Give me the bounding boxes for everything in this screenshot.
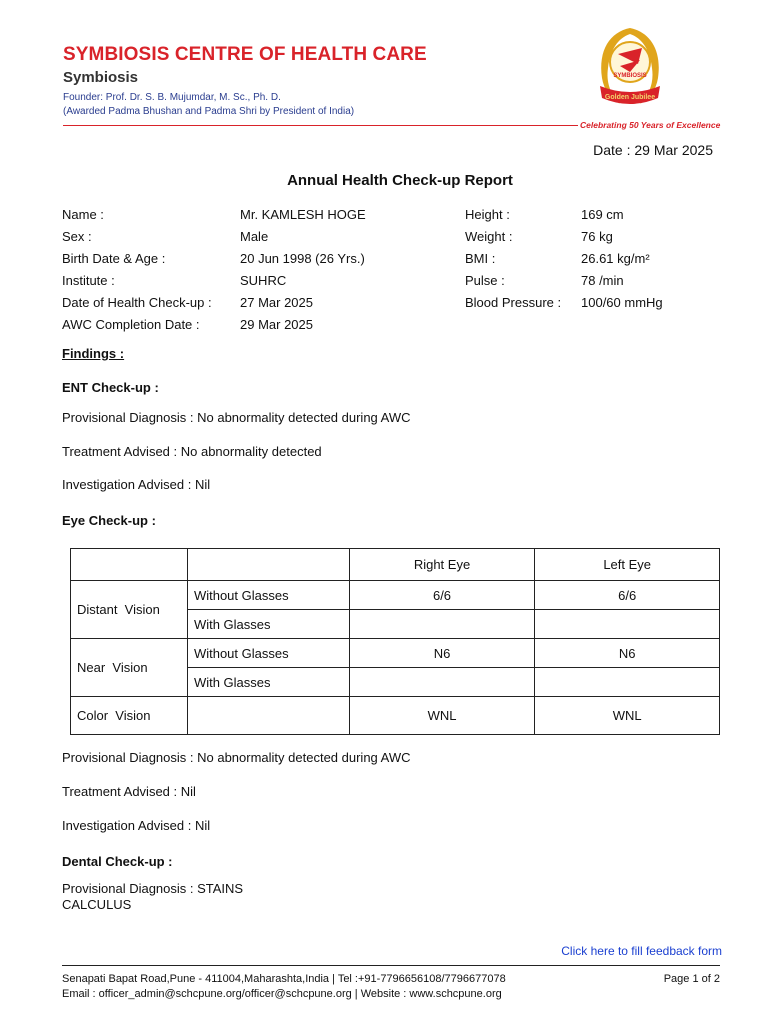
weight-label: Weight : <box>465 229 513 244</box>
table-header-row <box>71 549 720 581</box>
color-vision-sub <box>187 697 349 735</box>
weight-value: 76 kg <box>581 229 613 244</box>
golden-jubilee-logo <box>590 24 670 120</box>
ent-treatment: Treatment Advised : No abnormality detected <box>62 444 322 459</box>
award-line: (Awarded Padma Bhushan and Padma Shri by President of India) <box>63 106 355 117</box>
awc-date-value: 29 Mar 2025 <box>240 317 313 332</box>
feedback-link[interactable]: Click here to fill feedback form <box>561 944 722 958</box>
distant-right-with <box>349 610 535 639</box>
findings-heading: Findings : <box>62 346 125 361</box>
color-left: WNL <box>535 697 720 735</box>
distant-vision-label: Distant Vision <box>71 581 188 639</box>
footer-contact: Email : officer_admin@schcpune.org/officer@schcpune.org | Website : www.schcpune.org <box>62 988 502 1000</box>
birthdate-label: Birth Date & Age : <box>62 251 166 266</box>
ent-investigation: Investigation Advised : Nil <box>62 477 211 492</box>
organization-name: SYMBIOSIS CENTRE OF HEALTH CARE <box>63 44 427 65</box>
header-cell-blank <box>187 549 349 581</box>
name-value: Mr. KAMLESH HOGE <box>240 207 366 222</box>
eye-heading: Eye Check-up : <box>62 513 156 528</box>
svg-text:SYMBIOSIS: SYMBIOSIS <box>613 73 647 79</box>
dental-heading: Dental Check-up : <box>62 854 173 869</box>
sex-label: Sex : <box>62 229 92 244</box>
table-row <box>71 639 720 668</box>
checkup-date-label: Date of Health Check-up : <box>62 295 212 310</box>
distant-left-with <box>535 610 720 639</box>
color-right: WNL <box>349 697 535 735</box>
blood-pressure-value: 100/60 mmHg <box>581 295 663 310</box>
pulse-label: Pulse : <box>465 273 505 288</box>
footer-divider <box>62 965 720 966</box>
without-glasses-label: Without Glasses <box>187 581 349 610</box>
near-vision-label: Near Vision <box>71 639 188 697</box>
birthdate-value: 20 Jun 1998 (26 Yrs.) <box>240 251 365 266</box>
eye-diagnosis: Provisional Diagnosis : No abnormality detected during AWC <box>62 750 411 765</box>
ent-diagnosis: Provisional Diagnosis : No abnormality detected during AWC <box>62 410 411 425</box>
near-right-without: N6 <box>349 639 535 668</box>
distant-right-without: 6/6 <box>349 581 535 610</box>
report-date: Date : 29 Mar 2025 <box>593 142 713 158</box>
color-vision-label: Color Vision <box>71 697 188 735</box>
header-left-eye: Left Eye <box>535 549 720 581</box>
header-right-eye: Right Eye <box>349 549 535 581</box>
near-left-with <box>535 668 720 697</box>
table-row <box>71 697 720 735</box>
height-value: 169 cm <box>581 207 624 222</box>
checkup-date-value: 27 Mar 2025 <box>240 295 313 310</box>
with-glasses-label: With Glasses <box>187 610 349 639</box>
table-row <box>71 581 720 610</box>
institute-label: Institute : <box>62 273 115 288</box>
institute-value: SUHRC <box>240 273 287 288</box>
founder-line: Founder: Prof. Dr. S. B. Mujumdar, M. Sc., Ph. D. <box>63 92 281 103</box>
ent-heading: ENT Check-up : <box>62 380 159 395</box>
near-left-without: N6 <box>535 639 720 668</box>
header-divider <box>63 125 578 126</box>
eye-checkup-table <box>70 548 720 735</box>
report-title: Annual Health Check-up Report <box>287 172 513 189</box>
with-glasses-label: With Glasses <box>187 668 349 697</box>
without-glasses-label: Without Glasses <box>187 639 349 668</box>
blood-pressure-label: Blood Pressure : <box>465 295 562 310</box>
footer-address: Senapati Bapat Road,Pune - 411004,Maharashta,India | Tel :+91-7796656108/7796677078 <box>62 973 506 985</box>
eye-investigation: Investigation Advised : Nil <box>62 818 211 833</box>
pulse-value: 78 /min <box>581 273 624 288</box>
svg-text:Golden Jubilee: Golden Jubilee <box>604 94 656 101</box>
dental-diagnosis-2: CALCULUS <box>62 897 132 912</box>
eye-treatment: Treatment Advised : Nil <box>62 784 196 799</box>
brand-name: Symbiosis <box>63 69 139 86</box>
height-label: Height : <box>465 207 510 222</box>
distant-left-without: 6/6 <box>535 581 720 610</box>
awc-date-label: AWC Completion Date : <box>62 317 200 332</box>
bmi-label: BMI : <box>465 251 496 266</box>
name-label: Name : <box>62 207 104 222</box>
header-cell-blank <box>71 549 188 581</box>
dental-diagnosis: Provisional Diagnosis : STAINS <box>62 881 244 896</box>
sex-value: Male <box>240 229 269 244</box>
near-right-with <box>349 668 535 697</box>
page-number: Page 1 of 2 <box>663 973 720 985</box>
bmi-value: 26.61 kg/m² <box>581 251 650 266</box>
jubilee-tagline: Celebrating 50 Years of Excellence <box>580 120 721 130</box>
